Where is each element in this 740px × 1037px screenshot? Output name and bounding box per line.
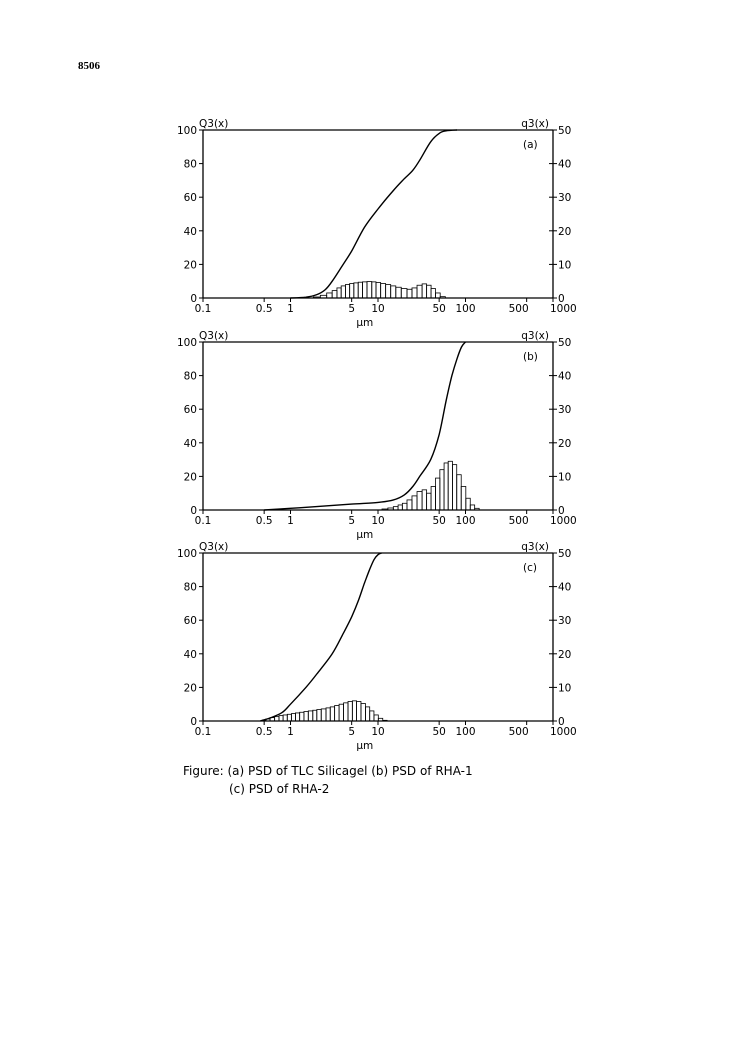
y-left-tick-label: 20 (183, 682, 197, 695)
y-right-tick-label: 50 (558, 125, 572, 137)
y-right-tick-label: 40 (558, 158, 572, 171)
histogram-bar (300, 712, 304, 721)
y-left-tick-label: 0 (190, 505, 197, 517)
histogram-bar (436, 478, 440, 510)
y-right-tick-label: 20 (558, 648, 572, 661)
histogram-bar (341, 286, 345, 298)
x-tick-label: 100 (455, 303, 476, 315)
histogram-bar (332, 291, 337, 298)
histogram-bar (391, 286, 396, 298)
x-tick-label: 500 (508, 515, 529, 527)
histogram-bar (422, 490, 426, 510)
histogram-bar (436, 293, 441, 298)
x-tick-label: 0.1 (194, 303, 212, 315)
histogram-bar (367, 282, 372, 298)
histogram-bar (372, 282, 376, 298)
histogram-bar (362, 282, 367, 298)
histogram-bar (317, 710, 321, 721)
x-tick-label: 10 (371, 515, 385, 527)
histogram-bar (440, 297, 445, 298)
histogram-bar (402, 503, 407, 510)
y-right-tick-label: 50 (558, 337, 572, 349)
panel-label: (a) (523, 139, 538, 151)
psd-panel-c (177, 541, 577, 752)
histogram-bar (279, 716, 283, 721)
y-left-tick-label: 100 (176, 337, 197, 349)
histogram-bar (339, 704, 343, 721)
y-left-tick-label: 40 (183, 225, 197, 238)
histogram-bar (444, 463, 448, 510)
psd-panel-b (177, 330, 577, 541)
histogram-bar (350, 284, 354, 298)
y-left-tick-label: 0 (190, 716, 197, 728)
y-right-tick-label: 0 (558, 716, 565, 728)
histogram-bar (383, 720, 387, 721)
right-axis-title: q3(x) (521, 118, 549, 130)
y-right-tick-label: 30 (558, 192, 572, 205)
histogram-bar (304, 712, 308, 721)
y-right-tick-label: 40 (558, 581, 572, 594)
y-right-tick-label: 20 (558, 225, 572, 238)
histogram-bar (431, 289, 435, 298)
x-tick-label: 1 (287, 726, 294, 738)
histogram-bar (412, 288, 417, 298)
cumulative-q3-curve (260, 553, 381, 721)
histogram-bar (295, 713, 299, 721)
cumulative-q3-curve (291, 130, 458, 298)
x-tick-label: 100 (455, 515, 476, 527)
y-left-tick-label: 20 (183, 259, 197, 272)
histogram-bar (386, 285, 391, 298)
histogram-bar (370, 711, 374, 721)
histogram-bar (335, 706, 339, 721)
histogram-bar (407, 500, 412, 510)
histogram-bar (287, 714, 291, 721)
histogram-bar (381, 284, 386, 298)
histogram-bar (417, 285, 422, 298)
x-tick-label: 0.5 (255, 515, 273, 527)
histogram-bar (376, 283, 381, 298)
histogram-bar (348, 702, 352, 721)
histogram-bar (327, 293, 332, 298)
y-right-tick-label: 10 (558, 471, 572, 484)
histogram-bar (388, 508, 393, 510)
histogram-bar (461, 486, 466, 510)
histogram-bar (326, 708, 330, 721)
page-number: 8506 (78, 60, 100, 72)
right-axis-title: q3(x) (521, 541, 549, 553)
histogram-bar (398, 505, 402, 510)
histogram-bar (361, 704, 365, 721)
histogram-bar (427, 285, 431, 298)
x-tick-label: 0.1 (194, 726, 212, 738)
x-tick-label: 10 (371, 303, 385, 315)
x-tick-label: 500 (508, 303, 529, 315)
histogram-bar (374, 715, 378, 721)
histogram-bar (330, 707, 334, 721)
x-tick-label: 50 (432, 515, 446, 527)
histogram-bar (470, 505, 474, 510)
y-left-tick-label: 80 (183, 581, 197, 594)
y-right-tick-label: 0 (558, 505, 565, 517)
y-left-tick-label: 80 (183, 370, 197, 383)
histogram-bar (291, 714, 295, 721)
histogram-bar (396, 287, 401, 298)
histogram-bar (422, 284, 426, 298)
histogram-bar (357, 702, 361, 721)
histogram-bar (313, 710, 317, 721)
histogram-bar (337, 288, 341, 298)
y-left-tick-label: 60 (183, 404, 197, 417)
histogram-bar (452, 465, 456, 510)
x-tick-label: 100 (455, 726, 476, 738)
y-left-tick-label: 40 (183, 648, 197, 661)
left-axis-title: Q3(x) (199, 541, 229, 553)
y-left-tick-label: 100 (176, 125, 197, 137)
x-tick-label: 1000 (550, 726, 577, 738)
histogram-bar (466, 498, 470, 510)
y-left-tick-label: 60 (183, 615, 197, 628)
histogram-bar (321, 709, 326, 721)
x-axis-title: µm (356, 740, 374, 752)
x-tick-label: 1 (287, 515, 294, 527)
y-right-tick-label: 50 (558, 548, 572, 560)
x-tick-label: 5 (348, 726, 356, 738)
histogram-bar (308, 711, 312, 721)
y-left-tick-label: 0 (190, 293, 197, 305)
histogram-bar (427, 493, 431, 510)
x-tick-label: 50 (432, 726, 446, 738)
histogram-bar (354, 283, 358, 298)
y-right-tick-label: 10 (558, 682, 572, 695)
x-tick-label: 0.5 (255, 726, 273, 738)
x-tick-label: 10 (371, 726, 385, 738)
histogram-bar (345, 285, 349, 298)
histogram-bar (440, 470, 444, 510)
y-left-tick-label: 20 (183, 471, 197, 484)
left-axis-title: Q3(x) (199, 330, 229, 342)
y-left-tick-label: 80 (183, 158, 197, 171)
figure-caption (183, 762, 473, 798)
histogram-bar (401, 289, 407, 298)
x-tick-label: 0.1 (194, 515, 212, 527)
caption-line-1: Figure: (a) PSD of TLC Silicagel (b) PSD of RHA-1 (183, 764, 473, 778)
panel-label: (c) (523, 562, 537, 574)
y-left-tick-label: 40 (183, 437, 197, 450)
histogram-bar (365, 707, 369, 721)
x-axis-title: µm (356, 529, 374, 541)
x-tick-label: 5 (348, 303, 356, 315)
x-tick-label: 50 (432, 303, 446, 315)
histogram-bar (275, 717, 279, 721)
histogram-bar (475, 508, 479, 510)
psd-panel-a (177, 118, 577, 329)
y-right-tick-label: 40 (558, 370, 572, 383)
histogram-bar (417, 492, 422, 510)
y-left-tick-label: 100 (176, 548, 197, 560)
left-axis-title: Q3(x) (199, 118, 229, 130)
y-left-tick-label: 60 (183, 192, 197, 205)
histogram-bar (407, 289, 412, 298)
y-right-tick-label: 10 (558, 259, 572, 272)
x-tick-label: 1000 (550, 515, 577, 527)
x-tick-label: 500 (508, 726, 529, 738)
x-tick-label: 1000 (550, 303, 577, 315)
histogram-bar (412, 496, 417, 510)
x-tick-label: 5 (348, 515, 356, 527)
y-right-tick-label: 20 (558, 437, 572, 450)
histogram-bar (344, 703, 348, 721)
histogram-bar (352, 701, 356, 721)
x-tick-label: 0.5 (255, 303, 273, 315)
x-axis-title: µm (356, 317, 374, 329)
histogram-bar (457, 475, 461, 510)
y-right-tick-label: 30 (558, 404, 572, 417)
right-axis-title: q3(x) (521, 330, 549, 342)
histogram-bar (431, 486, 435, 510)
y-right-tick-label: 0 (558, 293, 565, 305)
y-right-tick-label: 30 (558, 615, 572, 628)
histogram-bar (283, 715, 287, 721)
panel-label: (b) (523, 351, 538, 363)
x-tick-label: 1 (287, 303, 294, 315)
histogram-bar (448, 461, 452, 510)
caption-line-2: (c) PSD of RHA-2 (229, 782, 330, 796)
histogram-bar (358, 282, 362, 298)
